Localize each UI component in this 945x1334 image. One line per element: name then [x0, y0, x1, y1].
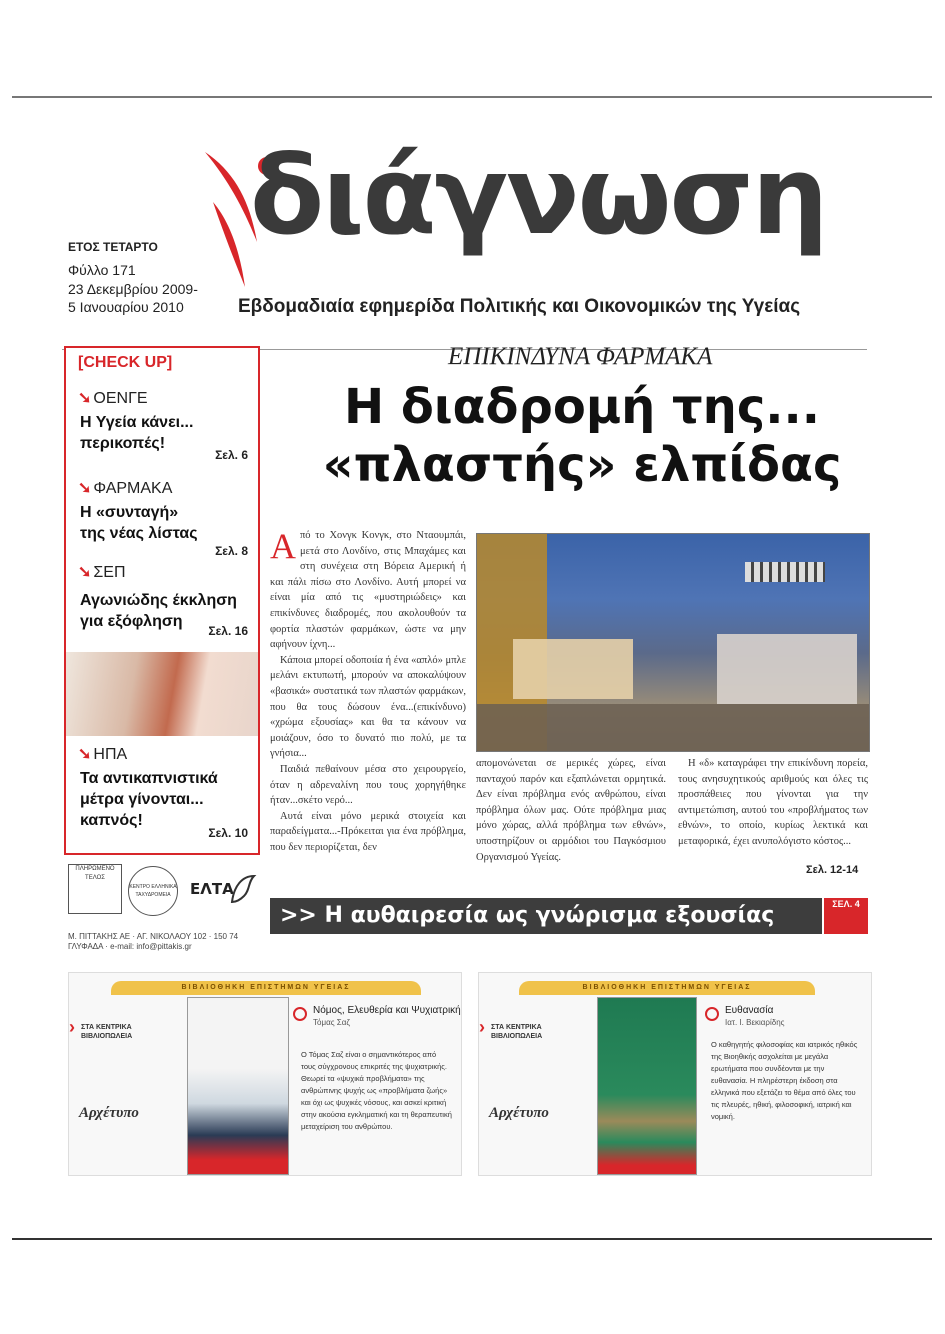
- ad-book-author: Ιατ. Ι. Βεκιαρίδης: [725, 1018, 785, 1027]
- ad-book-description: Ο Τόμας Σαζ είναι ο σημαντικότερος από τους σύγχρονους επικριτές της ψυχιατρικής. Θεωρεί τα «ψυχικά προβλήματα» της ανθρώπινης ψυχής ως «προβλήματα ζωής» και όχι ως ψυχικές νόσους, και ασκεί κριτική στην ακούσια εγκληματική και τη θεραπευτική μεταχείριση του ανθρώπου.: [301, 1050, 452, 1131]
- checkup-box: [64, 346, 260, 855]
- logo-text: διάγνωση: [250, 134, 827, 259]
- ad-book-title: Ευθανασία: [725, 1005, 774, 1016]
- checkup-page-ref: Σελ. 16: [208, 624, 248, 638]
- bullet-icon: [705, 1007, 719, 1021]
- date-line-1: 23 Δεκεμβρίου 2009-: [68, 281, 198, 297]
- publisher-logo: Αρχέτυπο: [79, 1105, 139, 1121]
- publisher-address: Μ. ΠΙΤΤΑΚΗΣ ΑΕ · ΑΓ. ΝΙΚΟΛΑΟΥ 102 · 150 74 ΓΛΥΦΑΔΑ · e-mail: info@pittakis.gr: [68, 932, 239, 951]
- article-headline[interactable]: Η διαδρομή της... «πλαστής» ελπίδας: [322, 379, 842, 493]
- checkup-page-ref: Σελ. 6: [215, 448, 248, 462]
- bullet-icon: [293, 1007, 307, 1021]
- arrow-icon: ›: [479, 1017, 485, 1037]
- book-ad-1[interactable]: [68, 972, 462, 1176]
- ad-book-author: Τόμας Σαζ: [313, 1018, 350, 1027]
- postal-seal: ΚΕΝΤΡΟ ΕΛΛΗΝΙΚΑ ΤΑΧΥΔΡΟΜΕΙΑ: [128, 866, 178, 916]
- hermes-head-icon: [228, 872, 258, 908]
- article-page-ref: Σελ. 12-14: [806, 864, 859, 876]
- book-cover: [597, 997, 697, 1175]
- banner-page-tag: ΣΕΛ. 4: [824, 898, 868, 934]
- checkup-headline[interactable]: Η «συνταγή» της νέας λίστας: [80, 504, 198, 542]
- checkup-page-ref: Σελ. 10: [208, 826, 248, 840]
- ad-band: ΒΙΒΛΙΟΘΗΚΗ ΕΠΙΣΤΗΜΩΝ ΥΓΕΙΑΣ: [519, 981, 815, 995]
- checkup-title: [CHECK UP]: [78, 354, 173, 371]
- ad-book-description: Ο καθηγητής φιλοσοφίας και ιατρικός ηθικός της Βιοηθικής ασχολείται με μεγάλα ερωτήματα που συνδέονται με την ευθανασία. Η πληρέστερη έκδοση στα ελληνικά που εξετάζει το θέμα από όλες του τις πλευρές, ηθική, φιλοσοφική, ιατρική και νομική.: [711, 1040, 858, 1121]
- year-label: ΕΤΟΣ ΤΕΤΑΡΤΟ: [68, 240, 158, 254]
- issue-label: Φύλλο 171: [68, 262, 136, 278]
- checkup-photo: [66, 652, 258, 736]
- arrow-icon: ➘: [78, 746, 92, 763]
- ad-availability: ΣΤΑ ΚΕΝΤΡΙΚΑ ΒΙΒΛΙΟΠΩΛΕΙΑ: [491, 1024, 543, 1040]
- date-line-2: 5 Ιανουαρίου 2010: [68, 299, 184, 315]
- article-kicker: ΕΠΙΚΙΝΔΥΝΑ ΦΑΡΜΑΚΑ: [448, 343, 713, 370]
- newspaper-logo: [195, 134, 827, 292]
- ad-book-title: Νόμος, Ελευθερία και Ψυχιατρική: [313, 1005, 461, 1016]
- drop-cap: Α: [270, 528, 296, 566]
- checkup-headline[interactable]: Αγωνιώδης έκκληση για εξόφληση: [80, 592, 237, 630]
- checkup-headline[interactable]: Τα αντικαπνιστικά μέτρα γίνονται... καπνός!: [80, 770, 218, 829]
- article-column-1: Από το Χονγκ Κονγκ, στο Νταουμπάι, μετά στο Λονδίνο, στις Μπαχάμες και στη συνέχεια στη Βόρεια Αμερική ή και πάλι πίσω στο Λονδίνο. Αυτή μπορεί να είναι μία από τις «μυστηριώδεις» και επικίνδυνες διαδρομές, που ακολουθούν τα φορτία πλαστών φαρμάκων, ώστε να μην αφήνουν ίχνη... Κάποια μπορεί οδοποιία ή ένα «απλό» μπλε μελάνι εκτυπωτή, μπορούν να αποκαλύψουν «βασικά» συστατικά των πλαστών φαρμάκων, που θα τους δώσουν ένα...(επικίνδυνο) «χρώμα εξουσίας» και θα τα κάνουν να μοιάζουν, όσο το δυνατό πιο πολύ, με τα γνήσια... Παιδιά πεθαίνουν μέσα στο χειρουργείο, όταν η αδρεναλίνη που τους χορηγήθηκε ήταν...σκέτο νερό... Αυτά είναι μόνο μερικά στοιχεία και παραδείγματα...-Πρόκειται για ένα πρόβλημα, που δεν περιορίζεται, δεν: [270, 528, 466, 853]
- arrow-icon: ➘: [78, 390, 92, 407]
- arrow-icon: ➘: [78, 564, 92, 581]
- checkup-headline[interactable]: Η Υγεία κάνει... περικοπές!: [80, 414, 194, 452]
- top-rule: [12, 96, 932, 98]
- elta-logo: ΕΛΤΑ: [190, 880, 234, 898]
- tagline: Εβδομαδιαία εφημερίδα Πολιτικής και Οικονομικών της Υγείας: [238, 296, 801, 317]
- checkup-page-ref: Σελ. 8: [215, 544, 248, 558]
- publisher-logo: Αρχέτυπο: [489, 1105, 549, 1121]
- book-ad-2[interactable]: [478, 972, 872, 1176]
- ad-availability: ΣΤΑ ΚΕΝΤΡΙΚΑ ΒΙΒΛΙΟΠΩΛΕΙΑ: [81, 1024, 133, 1040]
- article-photo: [476, 533, 870, 752]
- checkup-category: ➘ ΗΠΑ: [78, 746, 128, 763]
- opinion-banner[interactable]: >> Η αυθαιρεσία ως γνώρισμα εξουσίας: [270, 898, 822, 934]
- checkup-category: ➘ ΦΑΡΜΑΚΑ: [78, 480, 173, 497]
- ad-band: ΒΙΒΛΙΟΘΗΚΗ ΕΠΙΣΤΗΜΩΝ ΥΓΕΙΑΣ: [111, 981, 421, 995]
- arrow-icon: ➘: [78, 480, 92, 497]
- article-column-2: απομονώνεται σε μερικές χώρες, είναι πανταχού παρόν και εξαπλώνεται ορμητικά. Δεν είναι πρόβλημα ενός ανθρώπου, είναι πρόβλημα όλων μας. Ούτε πρόβλημα μιας μόνο χώρας, αλλά πρόβλημα των εθνών», υποστηρίζουν οι αρμόδιοι του Παγκόσμιου Οργανισμού Υγείας.: [476, 758, 666, 863]
- checkup-category: ➘ ΟΕΝΓΕ: [78, 390, 148, 407]
- postage-paid-box: ΠΛΗΡΩΜΕΝΟ ΤΕΛΟΣ: [68, 864, 122, 914]
- checkup-category: ➘ ΣΕΠ: [78, 564, 126, 581]
- bottom-rule: [12, 1238, 932, 1240]
- article-column-3: Η «δ» καταγράφει την επικίνδυνη πορεία, τους ανησυχητικούς αριθμούς και όλες τις προσπάθειες που γίνονται για την αντιμετώπιση, αυτού του «προβλήματος των εθνών», το οποίο, κυρίως λεκτικά και μεταφορικά, έχει ανυπολόγιστο κόστος...: [678, 758, 868, 847]
- book-cover: [187, 997, 289, 1175]
- arrow-icon: ›: [69, 1017, 75, 1037]
